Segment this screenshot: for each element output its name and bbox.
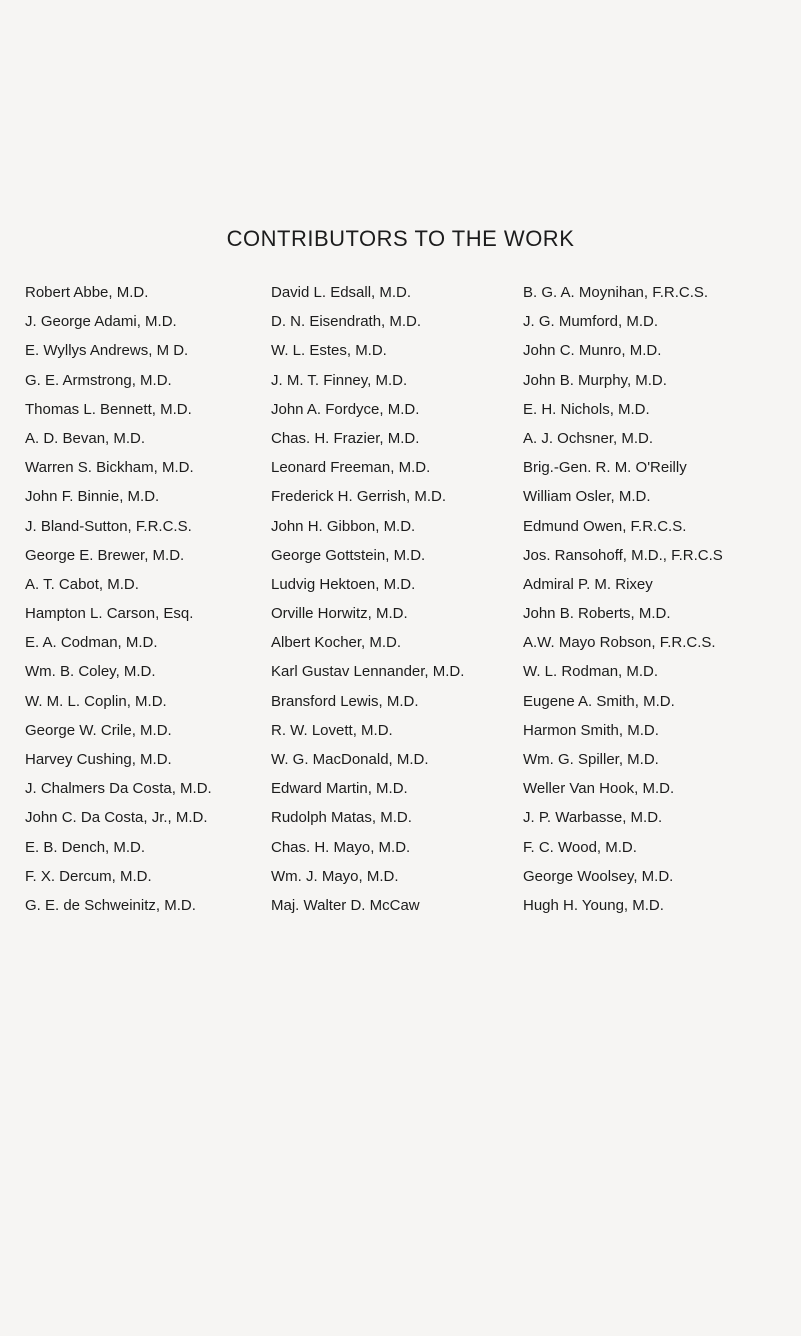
contributor-name: A.W. Mayo Robson, F.R.C.S. [523,634,716,652]
contributor-name: B. G. A. Moynihan, F.R.C.S. [523,284,709,301]
contributor-name: Bransford Lewis, M.D. [271,692,419,710]
contributor-name: A. D. Bevan, M.D. [25,429,146,447]
contributor-name: J. P. Warbasse, M.D. [523,809,663,827]
contributor-name: Robert Abbe, M.D. [25,284,149,301]
contributor-name: Thomas L. Bennett, M.D. [25,400,192,418]
page-title: CONTRIBUTORS TO THE WORK [226,226,575,251]
contributor-name: E. B. Dench, M.D. [25,838,146,856]
contributor-name: J. M. T. Finney, M.D. [271,371,408,389]
contributor-name: Maj. Walter D. McCaw [271,896,420,914]
contributor-name: Leonard Freeman, M.D. [271,459,431,477]
contributor-name: John A. Fordyce, M.D. [271,400,420,418]
contributor-name: Orville Horwitz, M.D. [271,605,408,623]
contributor-name: Weller Van Hook, M.D. [523,780,675,798]
contributor-name: Rudolph Matas, M.D. [271,809,412,827]
contributor-name: George E. Brewer, M.D. [25,546,185,564]
contributor-name: W. L. Estes, M.D. [271,342,387,360]
contributor-name: George Woolsey, M.D. [523,867,674,885]
contributors-column-3 [523,286,723,928]
contributor-name: E. A. Codman, M.D. [25,634,158,652]
contributor-name: W. M. L. Coplin, M.D. [25,692,167,710]
contributor-name: Admiral P. M. Rixey [523,575,653,593]
contributor-name: William Osler, M.D. [523,488,651,506]
contributor-name: John F. Binnie, M.D. [25,488,160,506]
contributor-name: J. Bland-Sutton, F.R.C.S. [25,517,192,535]
contributor-name: Jos. Ransohoff, M.D., F.R.C.S [523,546,723,564]
contributor-name: John C. Da Costa, Jr., M.D. [25,809,208,827]
contributor-name: F. C. Wood, M.D. [523,838,637,856]
contributors-column-2 [271,286,464,928]
contributor-name: Albert Kocher, M.D. [271,634,402,652]
contributor-name: John H. Gibbon, M.D. [271,517,416,535]
contributor-name: Chas. H. Frazier, M.D. [271,429,420,447]
contributor-name: G. E. de Schweinitz, M.D. [25,896,196,914]
contributor-name: J. Chalmers Da Costa, M.D. [25,780,212,798]
contributor-name: R. W. Lovett, M.D. [271,721,393,739]
contributor-name: Wm. B. Coley, M.D. [25,663,156,681]
contributor-name: Ludvig Hektoen, M.D. [271,575,416,593]
contributor-name: John B. Murphy, M.D. [523,371,667,389]
contributors-column-1 [25,286,212,928]
contributor-name: Chas. H. Mayo, M.D. [271,838,411,856]
contributor-name: Eugene A. Smith, M.D. [523,692,675,710]
contributor-name: A. J. Ochsner, M.D. [523,429,654,447]
contributor-name: David L. Edsall, M.D. [271,284,412,301]
contributor-name: Brig.-Gen. R. M. O'Reilly [523,459,687,477]
contributor-name: George Gottstein, M.D. [271,546,426,564]
contributor-name: Karl Gustav Lennander, M.D. [271,663,465,681]
contributor-name: G. E. Armstrong, M.D. [25,371,172,389]
contributor-name: A. T. Cabot, M.D. [25,575,139,593]
contributor-name: Harmon Smith, M.D. [523,721,659,739]
contributor-name: J. George Adami, M.D. [25,313,177,331]
contributor-name: J. G. Mumford, M.D. [523,313,659,331]
contributor-name: W. L. Rodman, M.D. [523,663,659,681]
contributor-name: Warren S. Bickham, M.D. [25,459,194,477]
contributor-name: F. X. Dercum, M.D. [25,867,152,885]
contributor-name: John B. Roberts, M.D. [523,605,671,623]
contributor-name: Edmund Owen, F.R.C.S. [523,517,687,535]
contributor-name: John C. Munro, M.D. [523,342,662,360]
contributor-name: Hugh H. Young, M.D. [523,896,664,914]
contributor-name: E. H. Nichols, M.D. [523,400,650,418]
contributor-name: D. N. Eisendrath, M.D. [271,313,422,331]
contributor-name: Harvey Cushing, M.D. [25,751,172,768]
contributor-name: George W. Crile, M.D. [25,721,172,739]
contributor-name: Wm. J. Mayo, M.D. [271,867,399,885]
contributor-name: E. Wyllys Andrews, M D. [25,342,189,360]
contributor-name: W. G. MacDonald, M.D. [271,751,429,768]
contributor-name: Frederick H. Gerrish, M.D. [271,488,447,506]
contributor-name: Edward Martin, M.D. [271,780,408,798]
contributor-name: Wm. G. Spiller, M.D. [523,751,659,768]
contributor-name: Hampton L. Carson, Esq. [25,605,194,623]
